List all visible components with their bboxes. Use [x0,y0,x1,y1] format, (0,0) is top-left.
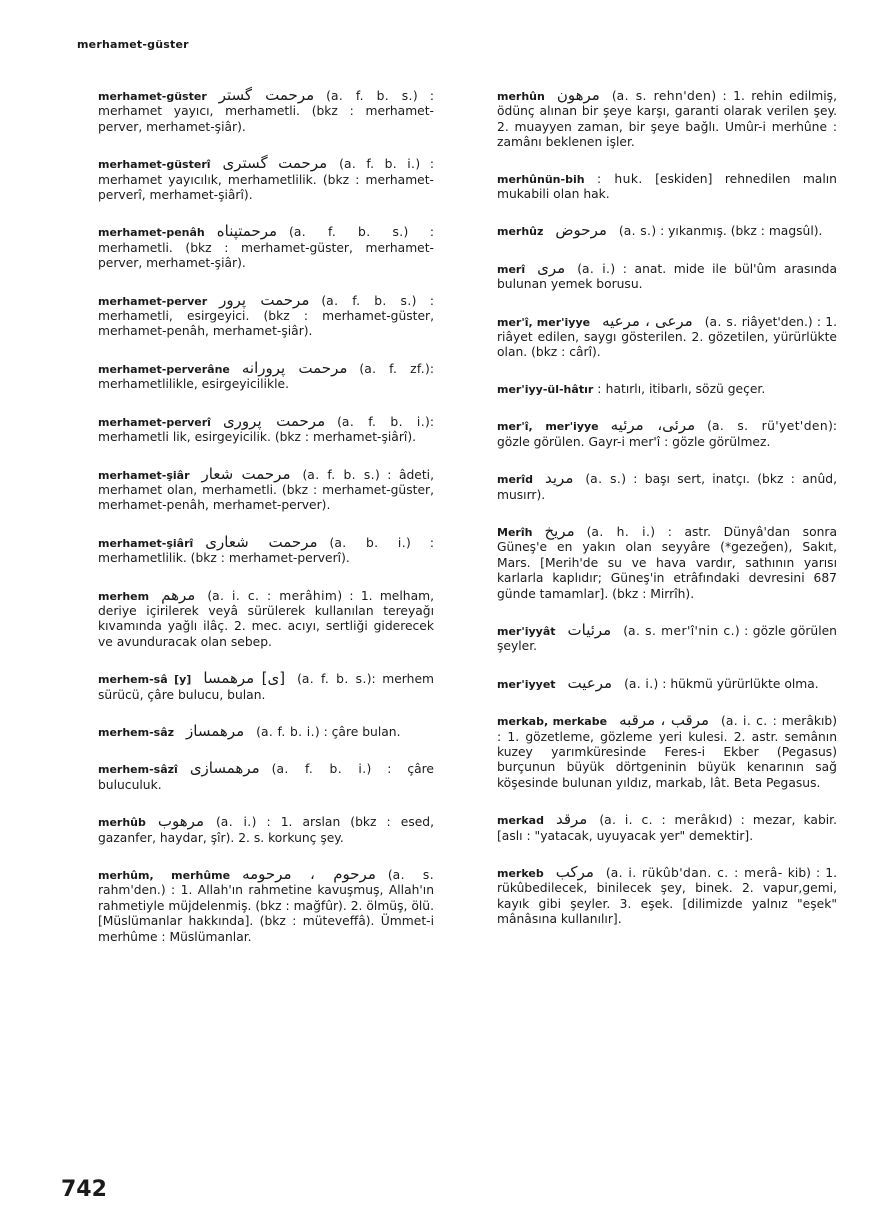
definition: âdeti, merhamet olan, merhametli. (bkz : merhamet-güster, merhamet-penâh, merhamet-perver). [98,467,434,513]
etymology: (a. b. i.) : [329,535,434,550]
dictionary-entry [461,471,837,503]
etymology: : huk. [597,171,643,186]
entry-head-line [62,814,434,846]
definition: çâre bulan. [331,724,401,739]
entry-head-line [461,311,838,361]
headword: merî [497,262,526,276]
headword: merkab, merkabe [497,715,608,729]
headword: mer'iyyât [497,624,556,638]
dictionary-entry [461,258,837,293]
arabic-script: مرهوب [157,812,204,831]
arabic-script: مرئیات [567,620,612,639]
entry-head-line [461,88,837,151]
headword: merhamet-perver [98,294,208,308]
definition: merâkıb) : 1. gözetleme, gözleme yeri kulesi. 2. astr. semânın kuzey yarımküresinde Feres-i Ekber (Pegasus) burçunun büyük dörtgeninin büyük kenarının sağ köşesinde bulunan yıldız, markab, lât. Beta Pegasus. [497,714,837,790]
entry-head-line [62,671,434,703]
entry-head-line [62,224,434,271]
headword: merhamet-güsterî [98,158,211,172]
arabic-script: مرحمت پروری [222,411,326,430]
entry-head-line [461,620,837,655]
dictionary-entry [62,88,434,135]
dictionary-entry [62,671,434,703]
entry-head-line [461,418,837,450]
definition: merhametli. (bkz : merhamet-güster, merhamet-perver, merhamet-şiâr). [98,240,434,271]
definition: astr. Dünyâ'dan sonra Güneş'e en yakın olan seyyâre (*gezeğen), Sakıt, Mars. [Merih'de su ve hava vardır, sathının yarısı karlarla kaplıdır; Güneş'in etrâfındaki devresini 687 günde tamamlar]. (bkz : Mirrîh). [497,524,837,601]
dictionary-entry [461,620,837,655]
headword: mer'iyyet [497,677,556,691]
headword: merhem-sâzî [98,763,178,777]
dictionary-entry [461,311,838,361]
dictionary-entry [461,172,837,203]
definition: merhametli lik, esirgeyicilik. (bkz : merhamet-şiârî). [98,430,417,445]
definition: riâyet'den.) : 1. riâyet edilen, saygı gösterilen. 2. gözetilen, yürürlükte olan. (bkz : cârî). [497,314,838,360]
definition: gözle görülen şeyler. [497,623,837,654]
entry-head-line [62,358,435,393]
dictionary-entry [461,521,837,602]
dictionary-entry [62,761,434,793]
headword: merhem-sâ [y] [98,673,192,687]
definition: anat. mide ile bül'ûm arasında bulunan yemek borusu. [497,261,837,292]
arabic-script: مرعیت [567,673,613,692]
headword: merkeb [497,867,544,880]
headword: merhûz [497,225,544,239]
headword: merhamet-şiâr [98,468,190,482]
etymology: (a. h. i.) : [586,524,672,539]
arabic-script: مرئی، مرئیه [610,416,696,435]
right-column [461,88,837,949]
arabic-script: مرحمت گستر [218,86,315,104]
etymology: (a. i.) : [215,815,271,830]
etymology: (a. f. b. s.) : [326,89,435,103]
running-head: merhamet-güster [77,38,189,51]
etymology: (a. i. rükûb'dan. c. : merâ- [605,866,783,880]
arabic-script: مرهمساز [186,721,245,740]
dictionary-entry [461,673,837,692]
arabic-script: مرهمسازی [189,759,260,778]
dictionary-entry [461,418,837,450]
definition: merhametlilikle, esirgeyicilikle. [98,377,289,392]
etymology: (a. s. [387,868,435,882]
entry-head-line [62,88,434,135]
entry-head-line [62,585,434,651]
etymology: (a. f. b. i.): [337,414,434,429]
arabic-script: مری [537,258,566,277]
definition: 1. melham, deriye içirilerek veyâ sürülerek kullanılan tereyağı kıvamında yağlı ilâç. 2. mec. acıyı, sertliği giderecek ve avunduracak olan sebep. [98,588,434,649]
arabic-script: مرحوض [555,221,607,240]
definition: hatırlı, itibarlı, sözü geçer. [605,381,766,396]
etymology: : [597,381,602,396]
dictionary-entry [461,812,837,844]
page-number: 742 [61,1177,107,1202]
etymology: (a. f. zf.): [359,361,435,376]
definition: merhametlilik. (bkz : merhamet-perverî). [98,551,350,566]
definition: kib) : 1. rükûbedilecek, binilecek şey, binek. 2. vapur,gemi, kayık gibi şeyler. 3. eşek. [dilimizde yalnız "eşek" mânâsına kullanılır]. [497,866,837,927]
arabic-script: مرحوم ، مرحومه [242,865,376,883]
headword: merhamet-güster [98,90,207,103]
definition: [eskiden] rehnedilen malın mukabili olan hak. [497,171,837,202]
arabic-script: [ی] مرهمسا [203,669,286,688]
arabic-script: مرقب ، مرقبه [619,711,710,730]
dictionary-entry [62,224,434,271]
headword: merhem [98,589,150,603]
headword: mer'î, mer'iyye [497,420,599,434]
dictionary-entry [461,223,837,239]
arabic-script: مرهون [556,86,600,104]
entry-head-line [62,411,434,446]
arabic-script: مرحمتپناه [216,222,278,241]
dictionary-entry [62,290,434,340]
dictionary-entry [62,532,434,567]
entry-head-line [461,865,837,928]
dictionary-entry [461,88,837,151]
entry-head-line [62,156,434,203]
arabic-script: مرحمت شعاری [205,532,318,551]
etymology: (a. i. c. : [721,714,778,729]
headword: mer'iyy-ül-hâtır [497,382,594,396]
arabic-script: مرحمت پرورانه [241,358,348,377]
etymology: (a. s. [704,314,738,329]
headword: merhamet-perverî [98,415,211,429]
entry-head-line [62,761,434,793]
definition: mezar, kabir. [aslı : "yatacak, uyuyacak yer" demektir]. [497,813,838,843]
headword: merhem-sâz [98,725,175,739]
etymology: (a. f. b. i.) : [339,157,434,172]
definition: 1. rehin edilmiş, ödünç alınan bir şeye karşı, garanti olarak verilen şey. 2. muayyen zaman, bir şeye bağlı. Umûr-i merhûne : zamânı beklenen işler. [497,89,837,150]
dictionary-entry [62,814,434,846]
entry-head-line [461,812,837,844]
etymology: (a. s. mer'î'nin c.) : [623,623,749,638]
arabic-script: مرهم [161,585,196,604]
headword: merhamet-perverâne [98,362,230,376]
arabic-script: مرحمت شعار [201,464,291,483]
entry-head-line [461,673,837,692]
dictionary-entry [461,713,837,791]
arabic-script: مرعی ، مرعیه [602,311,693,330]
entry-head-line [461,172,837,203]
definition: merhamet yayıcılık, merhametlilik. (bkz : merhamet-perverî, merhamet-şiârî). [98,172,434,203]
etymology: (a. i. c. : merâhim) : [207,588,354,603]
definition: merhem sürücü, çâre bulucu, bulan. [98,672,434,702]
dictionary-entry [62,867,434,945]
entry-head-line [62,721,434,740]
etymology: (a. f. b. s.): [297,672,376,687]
etymology: (a. s. rehn'den) : [611,89,727,103]
definition: merhametli, esirgeyici. (bkz : merhamet-güster, merhamet-penâh, merhamet-şiâr). [98,309,434,339]
entry-head-line [62,290,434,340]
etymology: (a. i. c. : merâkıd) : [599,813,745,828]
headword: merkad [497,814,544,828]
entry-head-line [461,258,837,293]
definition: başı sert, inatçı. (bkz : anûd, musırr). [497,472,837,502]
definition: çâre buluculuk. [98,762,434,792]
etymology: (a. f. b. s.) : [289,225,434,240]
entry-head-line [62,464,434,514]
arabic-script: مرحمت پرور [219,290,310,309]
etymology: (a. f. b. i.) : [271,762,392,777]
headword: merhamet-penâh [98,226,205,240]
headword: mer'î, mer'iyye [497,315,591,329]
etymology: (a. f. b. s.) : [302,467,392,482]
dictionary-entry [62,156,434,203]
dictionary-entry [461,865,837,928]
left-column [62,88,434,966]
entry-head-line [461,471,837,503]
headword: merhûnün-bih [497,172,585,186]
definition: hükmü yürürlükte olma. [670,676,819,691]
etymology: (a. s. rü'yet'den): [707,419,838,434]
headword: Merîh [497,525,533,539]
entry-head-line [62,867,434,945]
arabic-script: مرحمت گستری [222,154,328,173]
etymology: (a. i.) : [577,261,627,276]
etymology: (a. s.) : [618,224,665,239]
headword: merhûm, merhûme [98,869,231,882]
definition: 1. arslan (bkz : esed, gazanfer, haydar, şîr). 2. s. korkunç şey. [98,815,435,845]
etymology: (a. i.) : [624,676,667,691]
etymology: (a. f. b. i.) : [256,724,328,739]
dictionary-entry [62,585,434,651]
entry-head-line [461,713,837,791]
etymology: (a. f. b. s.) : [321,293,434,308]
definition: gözle görülen. Gayr-i mer'î : gözle görülmez. [497,434,771,449]
headword: merhamet-şiârî [98,536,194,550]
entry-head-line [62,532,434,567]
arabic-script: مرید [545,469,574,488]
arabic-script: مرقد [555,810,588,829]
headword: merhûn [497,90,545,103]
dictionary-entry [62,358,435,393]
dictionary-entry [62,721,434,740]
etymology: (a. s.) : [585,472,638,487]
entry-head-line [461,521,837,602]
dictionary-entry [62,464,434,514]
headword: merîd [497,473,533,487]
entry-head-line [461,223,837,239]
arabic-script: مریخ [544,521,575,540]
entry-head-line [461,382,837,397]
definition: yıkanmış. (bkz : magsûl). [668,224,823,239]
arabic-script: مرکب [555,863,594,881]
dictionary-entry [461,382,837,397]
definition: rahm'den.) : 1. Allah'ın rahmetine kavuşmuş, Allah'ın rahmetiyle müjdelenmiş. (bkz : mağfûr). 2. ölmüş, ölü. [Müslümanlar hakkında]. (bkz : müteveffâ). Ümmet-i merhûme : Müslümanlar. [98,883,434,944]
headword: merhûb [98,816,146,830]
dictionary-entry [62,411,434,446]
definition: merhamet yayıcı, merhametli. (bkz : merhamet-perver, merhamet-şiâr). [98,104,434,134]
